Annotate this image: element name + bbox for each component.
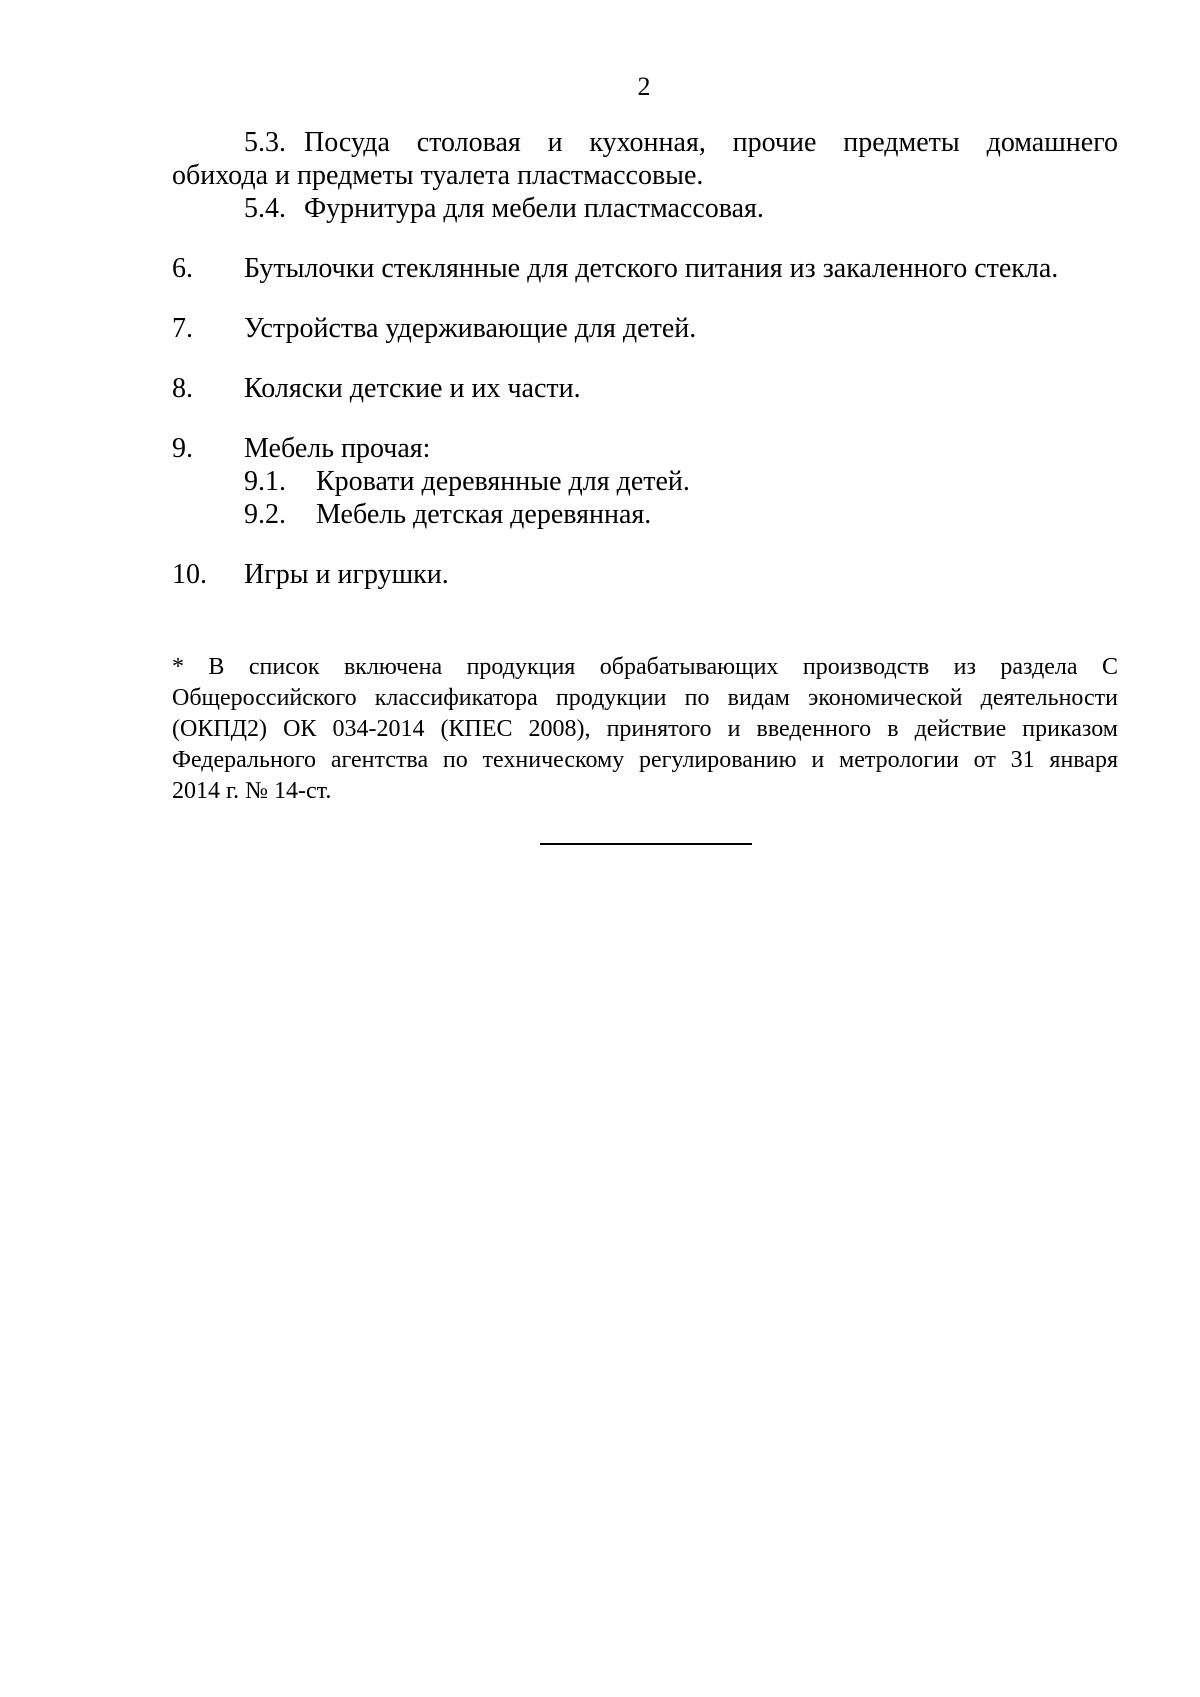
item-text: Мебель прочая: [244,433,431,464]
item-text: Игры и игрушки. [244,559,449,590]
page-number: 2 [637,72,651,101]
item-number: 5.3. [244,127,286,158]
list-item-9 [172,432,1118,465]
list-item-5-4 [172,192,1118,225]
spacer [172,405,1118,432]
item-number: 6. [172,253,193,284]
item-text: Мебель детская деревянная. [316,499,652,530]
item-text: Бутылочки стеклянные для детского питания из закаленного стекла. [244,253,1059,284]
list-item-7 [172,312,1118,345]
item-text: Фурнитура для мебели пластмассовая. [304,193,764,224]
item-number: 9.1. [244,466,286,497]
footnote-line: Общероссийского классификатора продукции по видам экономической деятельности [172,685,1118,711]
item-number: 8. [172,373,193,404]
spacer [172,225,1118,252]
list-item-5-3 [172,126,1118,159]
footnote-line: 2014 г. № 14-ст. [172,778,332,804]
footnote-line: Федерального агентства по техническому регулированию и метрологии от 31 января [172,747,1118,773]
list-item-6 [172,252,1118,285]
list-item-8 [172,372,1118,405]
list-item-10 [172,558,1118,591]
item-number: 5.4. [244,193,286,224]
item-number: 9.2. [244,499,286,530]
item-number: 10. [172,559,207,590]
item-number: 9. [172,433,193,464]
list-item-9-2 [172,498,1118,531]
item-text-line-2: обихода и предметы туалета пластмассовые. [172,160,704,191]
spacer [172,345,1118,372]
item-text: Коляски детские и их части. [244,373,581,404]
list-item-9-1 [172,465,1118,498]
spacer [172,531,1118,558]
footnote [172,652,1118,807]
item-text: Кровати деревянные для детей. [316,466,690,497]
item-list [172,126,1118,591]
end-divider-line [540,843,752,845]
footnote-line: * В список включена продукция обрабатывающих производств из раздела С [172,654,1118,680]
spacer [172,285,1118,312]
footnote-line: (ОКПД2) ОК 034-2014 (КПЕС 2008), принятого и введенного в действие приказом [172,716,1118,742]
item-text: Устройства удерживающие для детей. [244,313,697,344]
list-item-5-3-continuation [172,159,1118,192]
item-number: 7. [172,313,193,344]
item-text-line-1: Посуда столовая и кухонная, прочие предметы домашнего [304,127,1118,158]
